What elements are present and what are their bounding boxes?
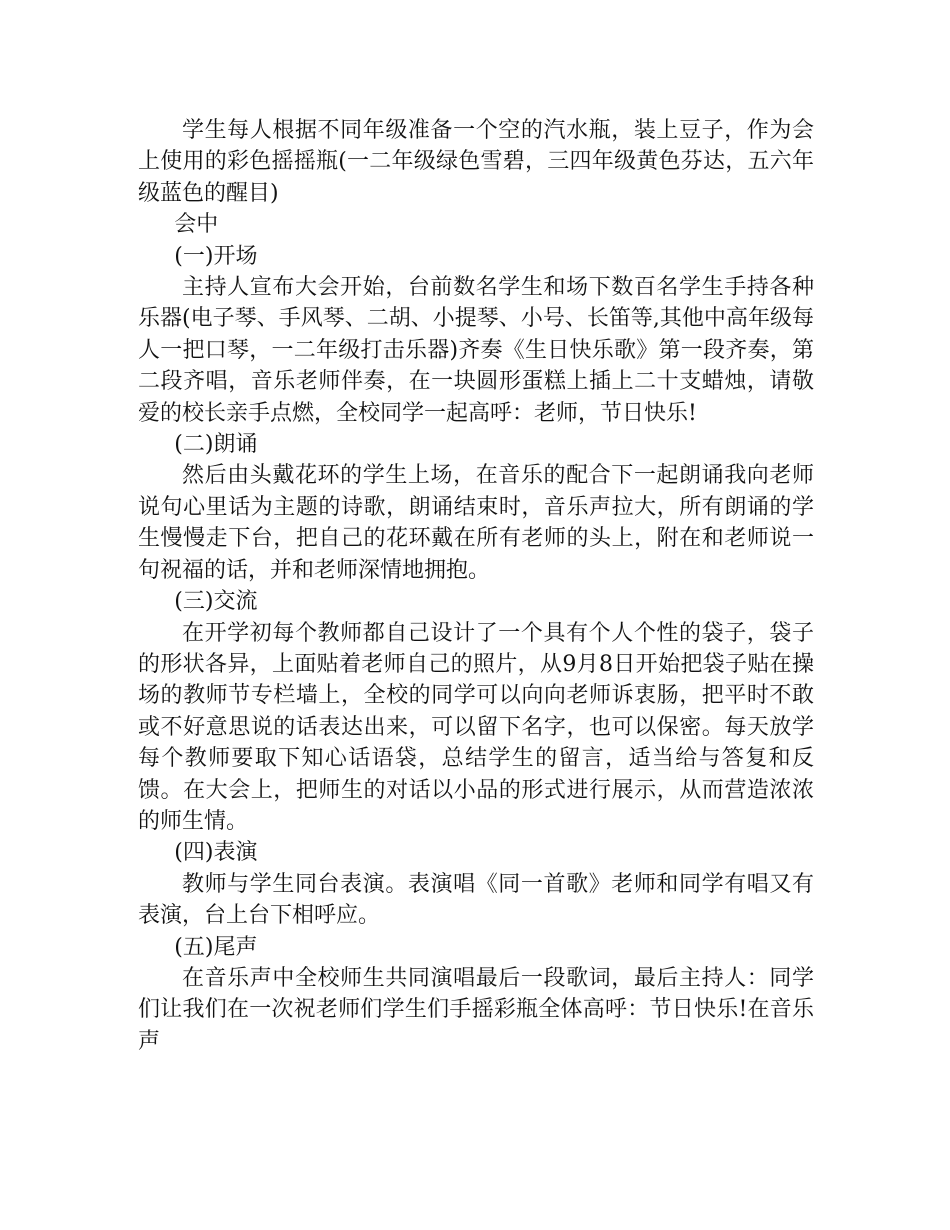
heading-session: 会中 — [174, 212, 219, 238]
paragraph-recitation: 然后由头戴花环的学生上场，在音乐的配合下一起朗诵我向老师说句心里话为主题的诗歌，朗诵结束时，音乐声拉大，所有朗诵的学生慢慢走下台，把自己的花环戴在所有老师的头上，附在和老师说一句祝福的话，并和老师深情地拥抱。 — [138, 463, 814, 583]
paragraph-ending: 在音乐声中全校师生共同演唱最后一段歌词，最后主持人：同学们让我们在一次祝老师们学生们手摇彩瓶全体高呼：节日快乐!在音乐声 — [138, 965, 814, 1054]
paragraph-opening: 主持人宣布大会开始，台前数名学生和场下数百名学生手持各种乐器(电子琴、手风琴、二胡、小提琴、小号、长笛等,其他中高年级每人一把口琴，一二年级打击乐器)齐奏《生日快乐歌》第一段齐奏，第二段齐唱，音乐老师伴奏，在一块圆形蛋糕上插上二十支蜡烛，请敬爱的校长亲手点燃，全校同学一起高呼：老师，节日快乐! — [138, 275, 814, 426]
paragraph-preparation: 学生每人根据不同年级准备一个空的汽水瓶，装上豆子，作为会上使用的彩色摇摇瓶(一二年级绿色雪碧，三四年级黄色芬达，五六年级蓝色的醒目) — [138, 118, 814, 206]
heading-opening: (一)开场 — [174, 243, 258, 269]
heading-ending: (五)尾声 — [174, 934, 258, 960]
paragraph-exchange: 在开学初每个教师都自己设计了一个具有个人个性的袋子，袋子的形状各异，上面贴着老师自己的照片，从9月8日开始把袋子贴在操场的教师节专栏墙上，全校的同学可以向向老师诉衷肠，把平时不敢或不好意思说的话表达出来，可以留下名字，也可以保密。每天放学每个教师要取下知心话语袋，总结学生的留言，适当给与答复和反馈。在大会上，把师生的对话以小品的形式进行展示，从而营造浓浓的师生情。 — [138, 620, 814, 834]
heading-recitation: (二)朗诵 — [174, 432, 258, 458]
document-body — [138, 115, 814, 1057]
heading-exchange: (三)交流 — [174, 589, 258, 615]
paragraph-performance: 教师与学生同台表演。表演唱《同一首歌》老师和同学有唱又有表演，台上台下相呼应。 — [138, 871, 814, 929]
heading-performance: (四)表演 — [174, 840, 258, 866]
